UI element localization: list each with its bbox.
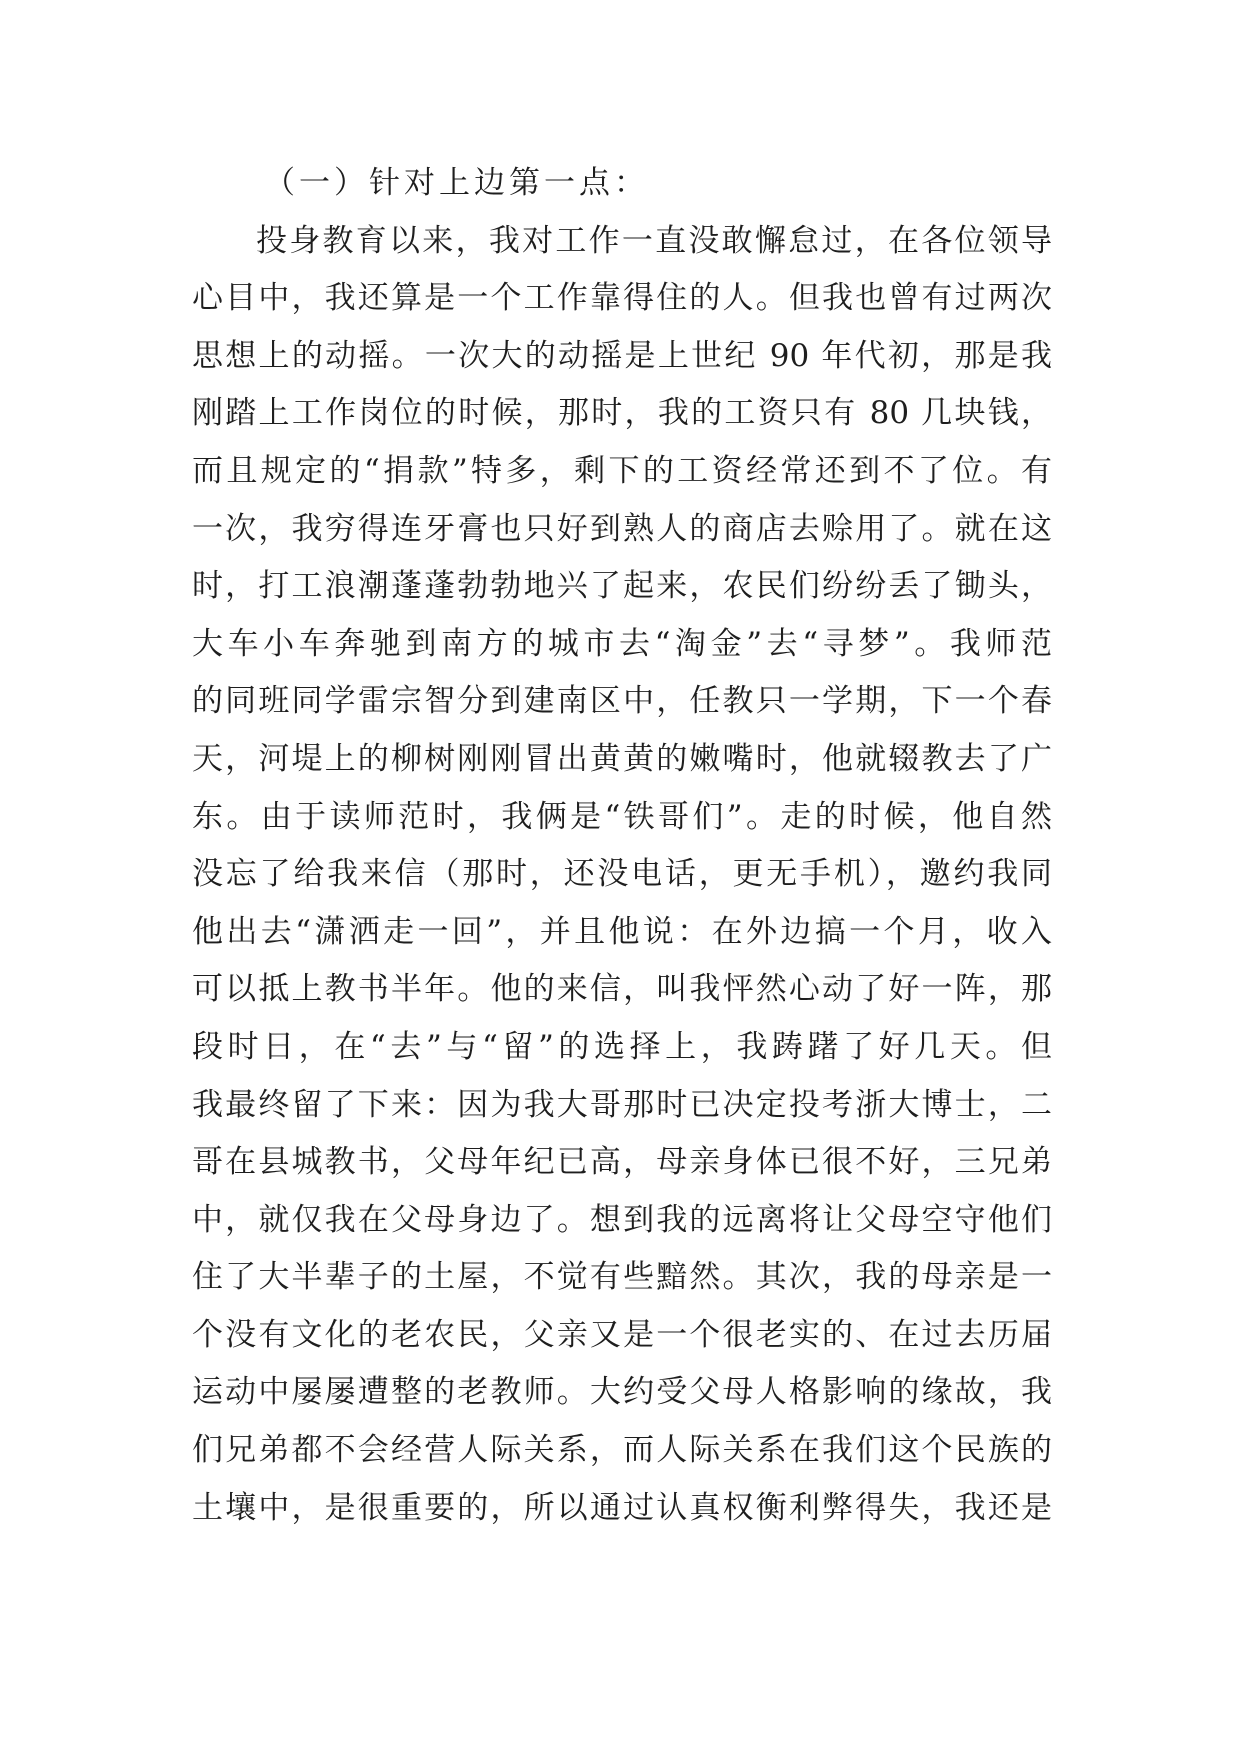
paragraph-line: 一次，我穷得连牙膏也只好到熟人的商店去赊用了。就在这	[192, 510, 1052, 547]
paragraph-line: 天，河堤上的柳树刚刚冒出黄黄的嫩嘴时，他就辍教去了广	[192, 740, 1052, 777]
paragraph-line: 而且规定的“捐款”特多，剩下的工资经常还到不了位。有	[192, 452, 1052, 489]
paragraph-line: 们兄弟都不会经营人际关系，而人际关系在我们这个民族的	[192, 1432, 1052, 1469]
paragraph-line: 段时日，在“去”与“留”的选择上，我踌躇了好几天。但	[192, 1028, 1052, 1065]
section-heading: （一）针对上边第一点：	[264, 165, 649, 201]
paragraph-line: 东。由于读师范时，我俩是“铁哥们”。走的时候，他自然	[192, 798, 1052, 835]
paragraph-line: 住了大半辈子的土屋，不觉有些黯然。其次，我的母亲是一	[192, 1259, 1052, 1296]
paragraph-line: 时，打工浪潮蓬蓬勃勃地兴了起来，农民们纷纷丢了锄头，	[192, 568, 1052, 605]
paragraph-line: 可以抵上教书半年。他的来信，叫我怦然心动了好一阵，那	[192, 971, 1052, 1008]
paragraph-line: 我最终留了下来：因为我大哥那时已决定投考浙大博士，二	[192, 1086, 1052, 1123]
paragraph-line: 心目中，我还算是一个工作靠得住的人。但我也曾有过两次	[192, 280, 1052, 317]
paragraph-line: 中，就仅我在父母身边了。想到我的远离将让父母空守他们	[192, 1201, 1052, 1238]
paragraph-line: 大车小车奔驰到南方的城市去“淘金”去“寻梦”。我师范	[192, 625, 1052, 662]
paragraph-line: 哥在县城教书，父母年纪已高，母亲身体已很不好，三兄弟	[192, 1144, 1052, 1181]
paragraph-line: 思想上的动摇。一次大的动摇是上世纪 90 年代初，那是我	[192, 337, 1052, 374]
paragraph-line: 个没有文化的老农民，父亲又是一个很老实的、在过去历届	[192, 1316, 1052, 1353]
paragraph-line: 土壤中，是很重要的，所以通过认真权衡利弊得失，我还是	[192, 1489, 1052, 1526]
paragraph-line: 的同班同学雷宗智分到建南区中，任教只一学期，下一个春	[192, 683, 1052, 720]
paragraph-line: 刚踏上工作岗位的时候，那时，我的工资只有 80 几块钱，	[192, 395, 1052, 432]
paragraph-line: 他出去“潇洒走一回”，并且他说：在外边搞一个月，收入	[192, 913, 1052, 950]
paragraph-line: 没忘了给我来信（那时，还没电话，更无手机），邀约我同	[192, 856, 1052, 893]
paragraph-line: 投身教育以来，我对工作一直没敢懈怠过，在各位领导	[256, 222, 1052, 259]
paragraph-line: 运动中屡屡遭整的老教师。大约受父母人格影响的缘故，我	[192, 1374, 1052, 1411]
document-body	[192, 155, 1052, 1537]
